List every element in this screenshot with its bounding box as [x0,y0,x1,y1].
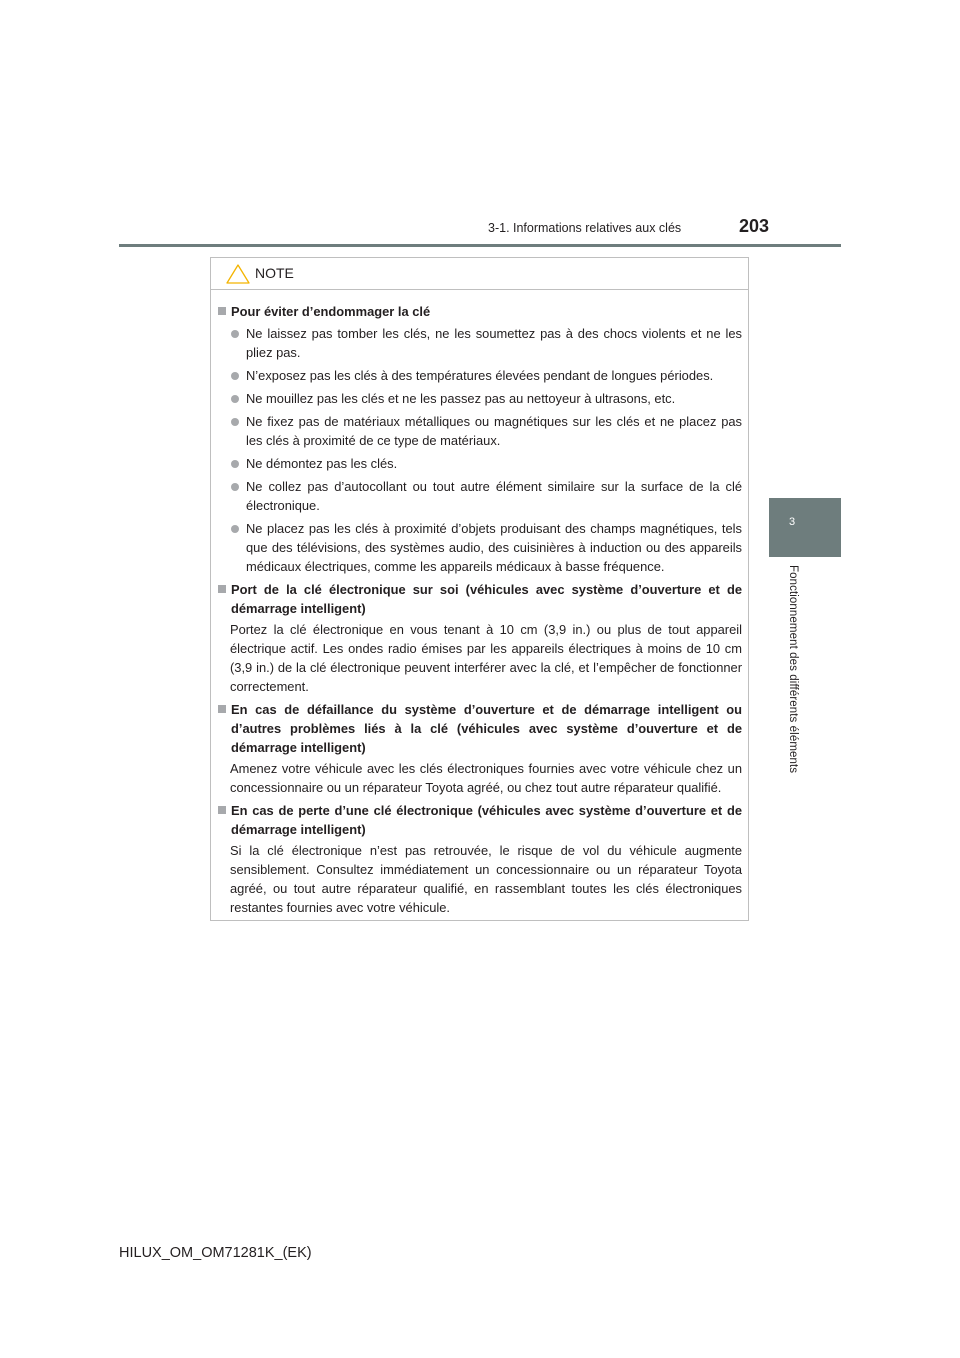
square-bullet-icon [218,806,226,814]
section-paragraph: Portez la clé électronique en vous tenant à 10 cm (3,9 in.) ou plus de tout appareil électrique actif. Les ondes radio émises par les appareils électriques à moins de 10 cm (3,9 in.) de la clé électronique peuvent interférer avec la clé, et l’empêcher de fonctionner correctement. [230,622,742,694]
list-item-text: Ne démontez pas les clés. [246,456,398,471]
square-bullet-icon [218,307,226,315]
list-item [217,454,742,473]
header-divider [119,244,841,247]
list-item-text: Ne collez pas d’autocollant ou tout autre élément similaire sur la surface de la clé électronique. [246,479,742,513]
section-title [217,700,742,757]
list-item-text: Ne fixez pas de matériaux métalliques ou magnétiques sur les clés et ne placez pas les clés à proximité de ce type de matériaux. [246,414,742,448]
section-title-text: En cas de défaillance du système d’ouverture et de démarrage intelligent ou d’autres problèmes liés à la clé (véhicules avec système d’ouverture et de démarrage intelligent) [231,702,742,755]
square-bullet-icon [218,585,226,593]
list-item [217,519,742,576]
document-code: HILUX_OM_OM71281K_(EK) [119,1245,312,1261]
list-item [217,477,742,515]
note-section [217,801,742,917]
list-item-text: Ne mouillez pas les clés et ne les passez pas au nettoyeur à ultrasons, etc. [246,391,676,406]
chapter-number: 3 [789,516,796,528]
list-item-text: N’exposez pas les clés à des températures élevées pendant de longues périodes. [246,368,714,383]
section-title-text: Pour éviter d’endommager la clé [231,304,431,319]
round-bullet-icon [231,460,239,468]
chapter-title: Fonctionnement des différents éléments [787,565,799,774]
section-title-text: Port de la clé électronique sur soi (véhicules avec système d’ouverture et de démarrage intelligent) [231,582,742,616]
list-item [217,389,742,408]
round-bullet-icon [231,395,239,403]
note-box [210,257,749,921]
section-title [217,302,742,321]
chapter-tab [769,498,841,557]
round-bullet-icon [231,330,239,338]
section-title [217,580,742,618]
round-bullet-icon [231,525,239,533]
square-bullet-icon [218,705,226,713]
note-title: NOTE [255,265,294,281]
round-bullet-icon [231,483,239,491]
note-body [211,290,748,917]
section-title-text: En cas de perte d’une clé électronique (véhicules avec système d’ouverture et de démarrage intelligent) [231,803,742,837]
section-paragraph: Si la clé électronique n’est pas retrouvée, le risque de vol du véhicule augmente sensiblement. Consultez immédiatement un concessionnaire ou un réparateur Toyota agréé, ou tout autre réparateur qualifié, en rassemblant toutes les clés électroniques restantes fournies avec votre véhicule. [230,843,742,915]
bullet-list [217,324,742,576]
note-header [211,258,748,290]
list-item [217,366,742,385]
list-item-text: Ne placez pas les clés à proximité d’objets produisant des champs magnétiques, tels que des télévisions, des systèmes audio, des cuisinières à induction ou des appareils médicaux électriques, comme les appareils médicaux à basse fréquence. [246,521,742,574]
round-bullet-icon [231,372,239,380]
list-item [217,412,742,450]
list-item [217,324,742,362]
list-item-text: Ne laissez pas tomber les clés, ne les soumettez pas à des chocs violents et ne les pliez pas. [246,326,742,360]
section-paragraph: Amenez votre véhicule avec les clés électroniques fournies avec votre véhicule chez un concessionnaire ou un réparateur Toyota agréé, ou chez tout autre réparateur qualifié. [230,761,742,795]
warning-triangle-icon [226,264,250,284]
page-number: 203 [739,216,770,236]
note-section [217,302,742,576]
note-section [217,580,742,696]
section-title [217,801,742,839]
section-heading: 3-1. Informations relatives aux clés [488,221,682,235]
round-bullet-icon [231,418,239,426]
note-section [217,700,742,797]
